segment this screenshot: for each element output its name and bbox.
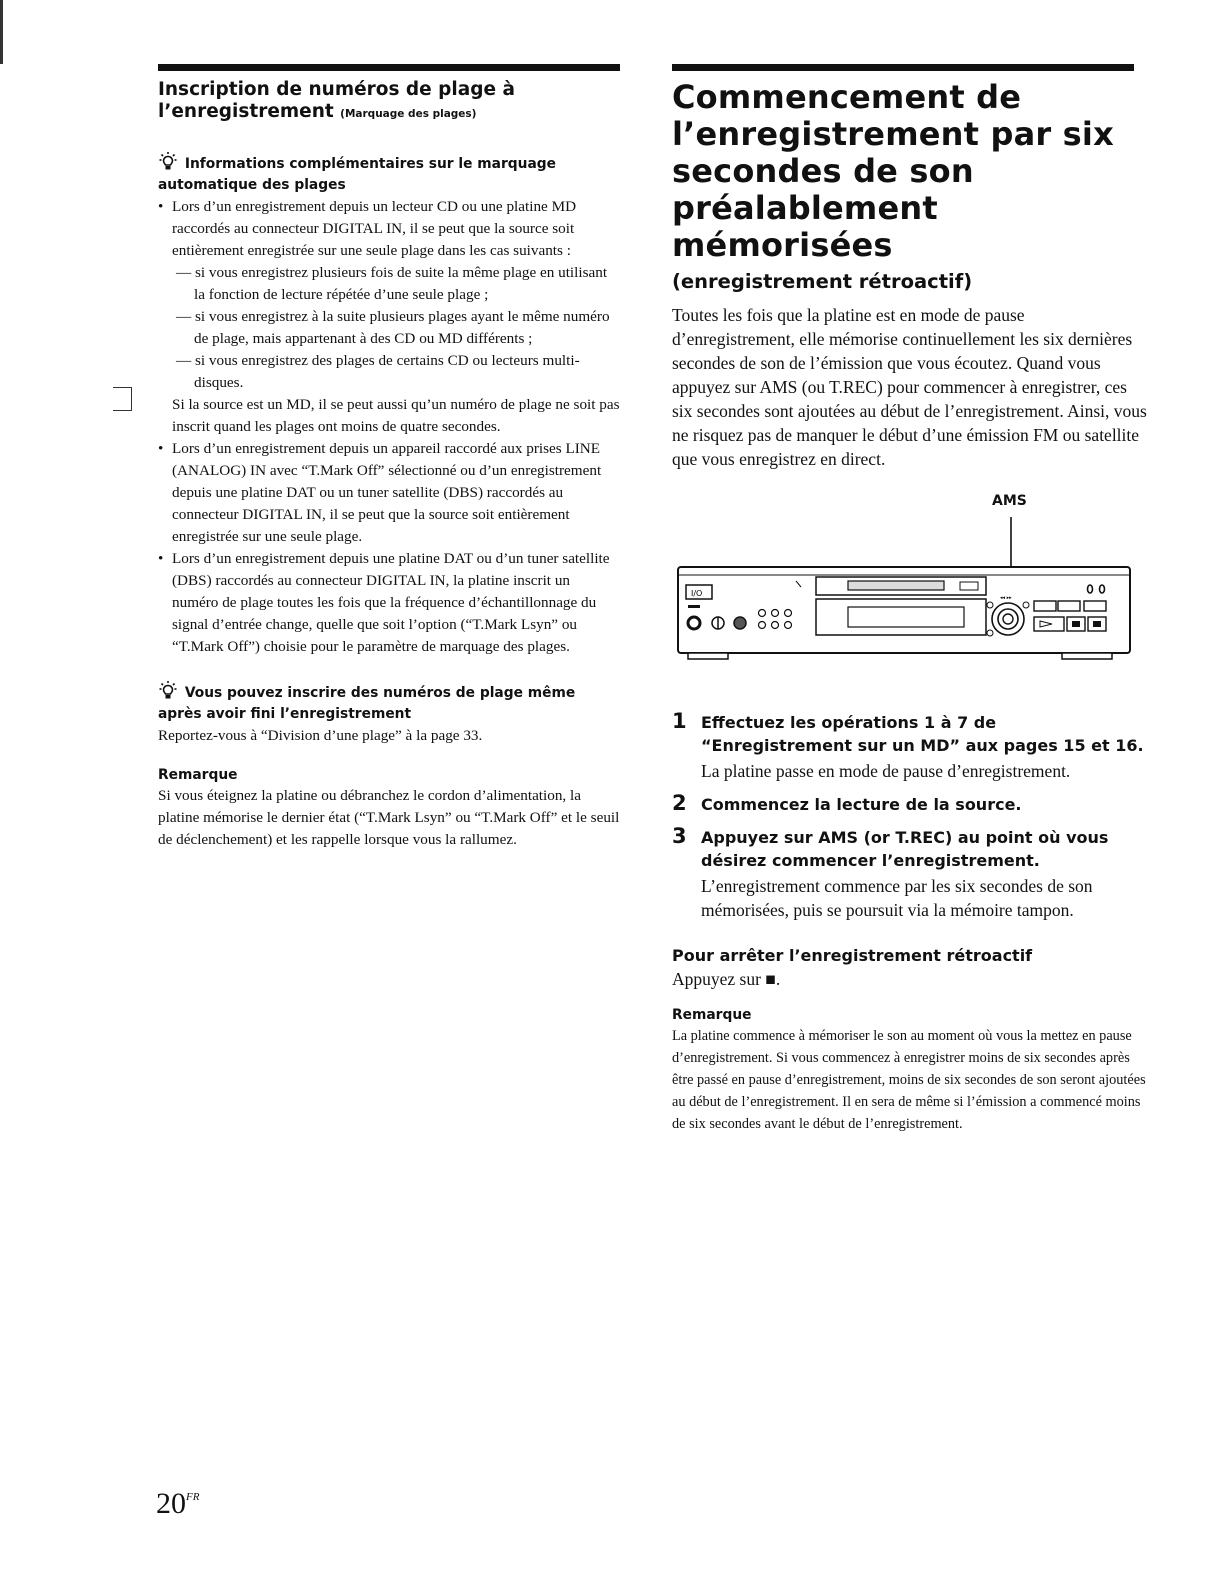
intro-paragraph: Toutes les fois que la platine est en mode de pause d’enregistrement, elle mémorise continuellement les six dernières secondes de son de l’émission que vous écoutez. Quand vous appuyez sur AMS (ou T.REC) pour commencer à enregistrer, ces six secondes sont ajoutées au début de l’enregistrement. Ainsi, vous ne risquez pas de manquer le début d’une émission FM ou satellite que vous enregistrez en direct. [672,305,1147,469]
step-list [672,711,1148,922]
page-title: Commencement de l’enregistrement par six secondes de son préalablement mémorisées [672,78,1114,264]
note-heading: Remarque [672,1007,752,1023]
svg-text:I/O: I/O [691,589,703,598]
step-item [672,826,1148,922]
tip-heading: Vous pouvez inscrire des numéros de plage même après avoir fini l’enregistrement [158,685,576,722]
list-item: • Lors d’un enregistrement depuis un lecteur CD ou une platine MD raccordés au connecteur DIGITAL IN, il se peut que la source soit entièrement enregistrée sur une seule plage dans les cas suivants : — si vous enregistrez plusieurs fois de suite la même plage en utilisant la fonction de lecture répétée d’une seule plage ; — si vous enregistrez à la suite plusieurs plages ayant le même numéro de plage, mais appartenant à des CD ou MD différents ; — si vous enregistrez des plages de certains CD ou lecteurs multi-disques. Si la source est un MD, il se peut aussi qu’un numéro de plage ne soit pas inscrit quand les plages ont moins de quatre secondes. [158,196,620,438]
margin-tab-mark [113,387,132,411]
step-item [672,711,1148,783]
step-title: Appuyez sur AMS (or T.REC) au point où vous désirez commencer l’enregistrement. [701,828,1109,870]
step-description: L’enregistrement commence par les six secondes de son mémorisées, puis se poursuit via la mémoire tampon. [701,876,1093,920]
dash-item: — si vous enregistrez plusieurs fois de suite la même plage en utilisant la fonction de lecture répétée d’une seule plage ; [176,264,608,303]
step-item [672,793,1148,816]
page-suffix: FR [186,1491,200,1503]
lightbulb-icon [158,151,178,171]
note-body: Si vous éteignez la platine ou débranchez le cordon d’alimentation, la platine mémorise le dernier état (“T.Mark Lsyn” ou “T.Mark Off” et le seuil de déclenchement) et les rappelle lorsque vous la rallumez. [158,787,620,848]
step-number: 3 [672,824,687,848]
stop-body: Appuyez sur ■. [672,969,781,989]
step-title: Effectuez les opérations 1 à 7 de “Enregistrement sur un MD” aux pages 15 et 16. [701,713,1144,755]
tip-body: Reportez-vous à “Division d’une plage” à la page 33. [158,727,483,744]
list-item: • Lors d’un enregistrement depuis un appareil raccordé aux prises LINE (ANALOG) IN avec “T.Mark Off” sélectionné ou d’un enregistrement depuis une platine DAT ou un tuner satellite (DBS) raccordés au connecteur DIGITAL IN, il se peut que la source soit entièrement enregistrée sur une seule plage. [158,438,620,548]
left-section-heading [158,79,620,125]
list-item: • Lors d’un enregistrement depuis une platine DAT ou d’un tuner satellite (DBS) raccordés au connecteur DIGITAL IN, la platine inscrit un numéro de plage toutes les fois que la fréquence d’échantillonnage du signal d’entrée change, quelle que soit l’option (“T.Mark Lsyn” ou “T.Mark Off”) choisie pour le paramètre de marquage des plages. [158,548,620,658]
ams-label: AMS [992,493,1027,509]
right-column [672,64,1148,1135]
step-description: La platine passe en mode de pause d’enregistrement. [701,761,1071,781]
heading-small: (Marquage des plages) [340,108,477,120]
lightbulb-icon [158,680,178,700]
page-number: $20^{FR}$ [156,1487,200,1520]
dash-item: — si vous enregistrez à la suite plusieurs plages ayant le même numéro de plage, mais appartenant à des CD ou MD différents ; [176,308,610,347]
step-number: 1 [672,709,687,733]
heading-line-2: l’enregistrement [158,101,334,122]
svg-text:◂◂ ▸▸: ◂◂ ▸▸ [1000,595,1012,601]
page-subtitle: (enregistrement rétroactif) [672,270,973,293]
step-number: 2 [672,791,687,815]
tip-auto-marking [158,151,620,658]
tip-after-recording [158,680,620,747]
note-body: La platine commence à mémoriser le son au moment où vous la mettez en pause d’enregistrement. Si vous commencez à enregistrer moins de six secondes après être passé en pause d’enregistrement, moins de six secondes de son seront ajoutées au début de l’enregistrement. Il en sera de même si l’émission a commencé moins de six secondes avant le début de l’enregistrement. [672,1028,1146,1132]
step-title: Commencez la lecture de la source. [701,795,1022,814]
tip-heading: Informations complémentaires sur le marquage automatique des plages [158,156,557,193]
note-heading: Remarque [158,767,238,783]
section-rule-left [158,64,620,71]
stop-heading: Pour arrêter l’enregistrement rétroactif [672,946,1033,965]
md-deck-diagram [672,493,1148,693]
heading-line-1: Inscription de numéros de plage à [158,79,515,100]
section-rule-right [672,64,1134,71]
left-column [158,64,620,851]
md-deck-illustration [674,515,1134,675]
edge-mark [0,0,3,64]
tip-bullet-list [158,196,620,658]
dash-item: — si vous enregistrez des plages de certains CD ou lecteurs multi-disques. [176,352,580,391]
